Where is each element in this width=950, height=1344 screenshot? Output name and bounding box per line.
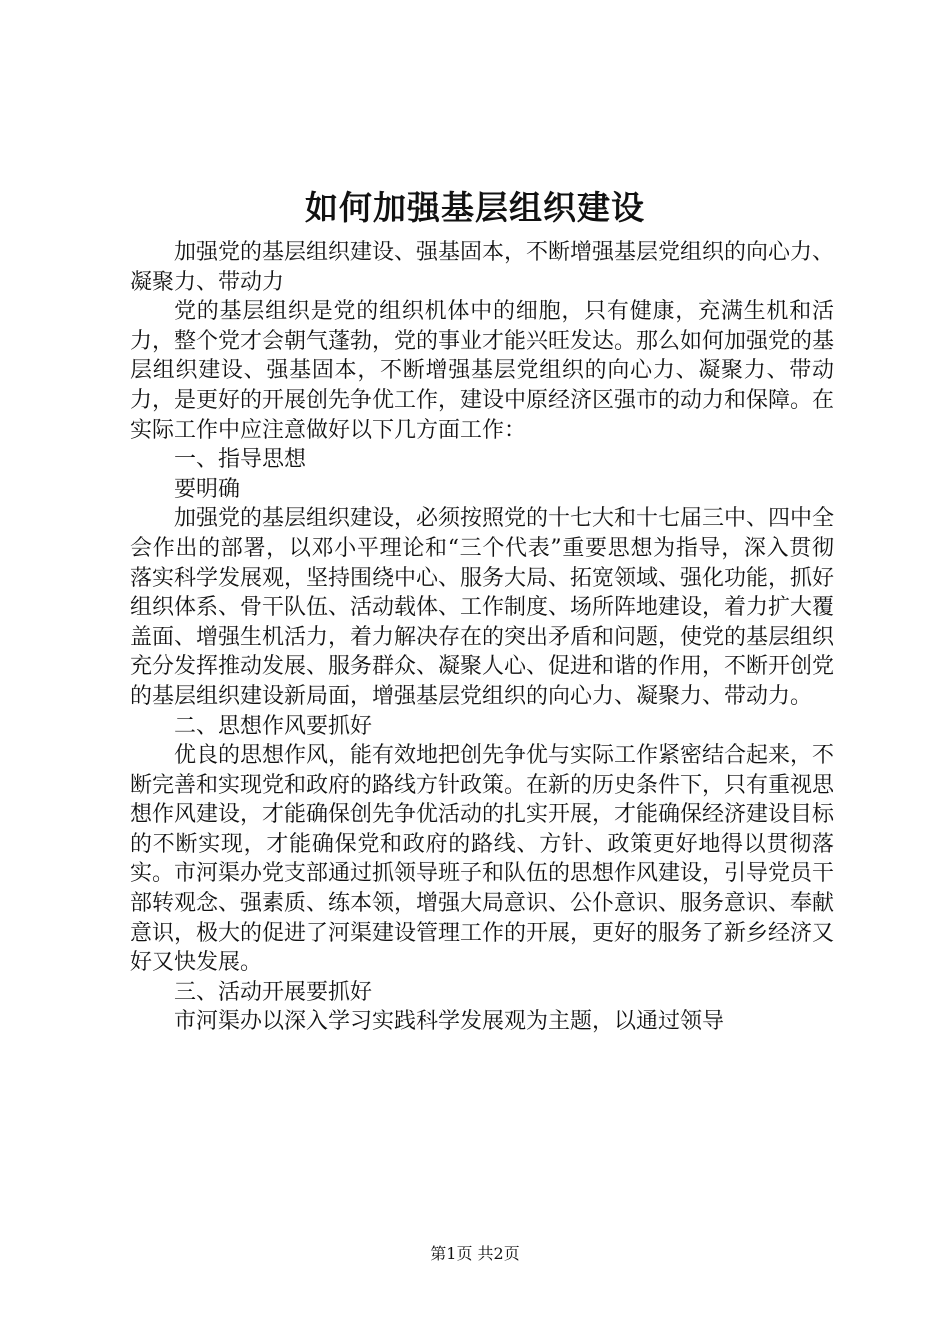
paragraph-intro: 党的基层组织是党的组织机体中的细胞，只有健康，充满生机和活力，整个党才会朝气蓬勃，党的事业才能兴旺发达。那么如何加强党的基层组织建设、强基固本，不断增强基层党组织的向心力、凝聚力、带动力，是更好的开展创先争优工作，建设中原经济区强市的动力和保障。在实际工作中应注意做好以下几方面工作： — [130, 299, 835, 443]
section-heading-guiding-thought: 一、指导思想 — [174, 447, 307, 473]
section-heading-activities: 三、活动开展要抓好 — [174, 979, 373, 1005]
paragraph-work-style: 优良的思想作风，能有效地把创先争优与实际工作紧密结合起来，不断完善和实现党和政府的路线方针政策。在新的历史条件下，只有重视思想作风建设，才能确保创先争优活动的扎实开展，才能确保经济建设目标的不断实现，才能确保党和政府的路线、方针、政策更好地得以贯彻落实。市河渠办党支部通过抓领导班子和队伍的思想作风建设，引导党员干部转观念、强素质、练本领，增强大局意识、公仆意识、服务意识、奉献意识，极大的促进了河渠建设管理工作的开展，更好的服务了新乡经济又好又快发展。 — [130, 743, 835, 976]
document-title: 如何加强基层组织建设 — [305, 188, 645, 227]
section-heading-work-style: 二、思想作风要抓好 — [174, 713, 373, 739]
paragraph-intro-heading: 加强党的基层组织建设、强基固本，不断增强基层党组织的向心力、凝聚力、带动力 — [130, 240, 835, 295]
paragraph-activities: 市河渠办以深入学习实践科学发展观为主题，以通过领导 — [174, 1009, 725, 1035]
paragraph-guiding-thought: 加强党的基层组织建设，必须按照党的十七大和十七届三中、四中全会作出的部署，以邓小平理论和“三个代表”重要思想为指导，深入贯彻落实科学发展观，坚持围绕中心、服务大局、拓宽领域、强化功能，抓好组织体系、骨干队伍、活动载体、工作制度、场所阵地建设，着力扩大覆盖面、增强生机活力，着力解决存在的突出矛盾和问题，使党的基层组织充分发挥推动发展、服务群众、凝聚人心、促进和谐的作用，不断开创党的基层组织建设新局面，增强基层党组织的向心力、凝聚力、带动力。 — [130, 506, 835, 709]
page-footer: 第1页 共2页 — [430, 1244, 520, 1263]
subheading-clarify: 要明确 — [174, 476, 241, 502]
document-body — [130, 238, 834, 1037]
